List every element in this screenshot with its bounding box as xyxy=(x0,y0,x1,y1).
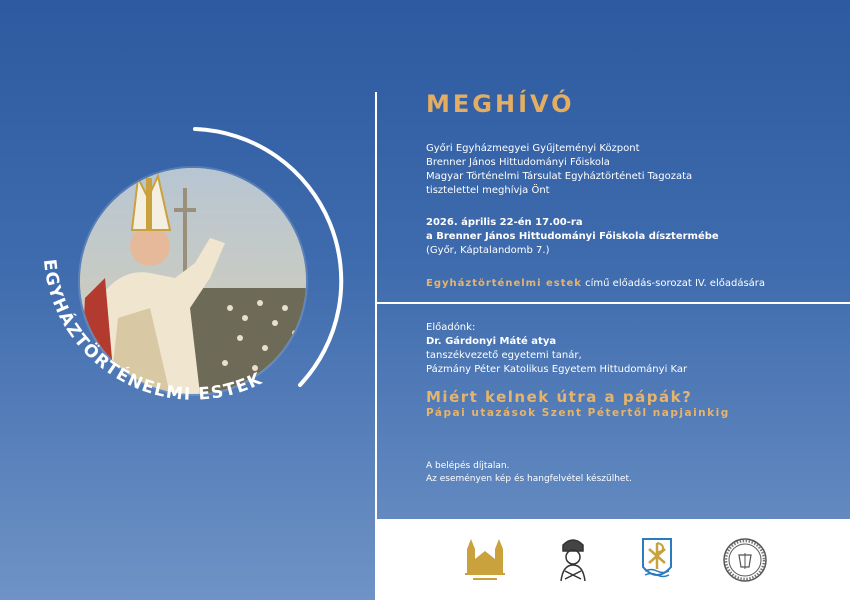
organizer-line: tisztelettel meghívja Önt xyxy=(426,185,550,196)
organizers xyxy=(426,142,692,198)
lecture-title: Miért kelnek útra a pápák? xyxy=(426,388,693,406)
speaker-role: tanszékvezető egyetemi tanár, xyxy=(426,350,582,361)
organizer-line: Brenner János Hittudományi Főiskola xyxy=(426,157,610,168)
ring-arc xyxy=(195,129,341,385)
series-text: című előadás-sorozat IV. előadására xyxy=(581,278,766,289)
speaker-name: Dr. Gárdonyi Máté atya xyxy=(426,336,557,347)
note-line: Az eseményen kép és hangfelvétel készülhet. xyxy=(426,474,632,484)
seal-logo xyxy=(721,535,769,585)
series-name: Egyháztörténelmi estek xyxy=(426,278,582,289)
page-title: MEGHÍVÓ xyxy=(426,90,575,118)
speaker-label: Előadónk: xyxy=(426,322,476,333)
notes xyxy=(426,460,632,486)
event-address: (Győr, Káptalandomb 7.) xyxy=(426,245,550,256)
organizer-line: Magyar Történelmi Társulat Egyháztörténeti Tagozata xyxy=(426,171,693,182)
series-line xyxy=(426,277,765,291)
circle-label: EGYHÁZTÖRTÉNELMI ESTEK xyxy=(38,258,267,405)
event-details xyxy=(426,216,719,258)
saint-portrait-logo xyxy=(549,535,597,585)
footer-logos xyxy=(377,519,850,600)
lecture-subtitle: Pápai utazások Szent Pétertől napjainkig xyxy=(426,407,730,419)
speaker-institution: Pázmány Péter Katolikus Egyetem Hittudományi Kar xyxy=(426,364,688,375)
note-line: A belépés díjtalan. xyxy=(426,461,510,471)
cathedral-logo xyxy=(461,535,509,585)
horizontal-divider xyxy=(375,302,850,304)
circle-ring xyxy=(0,0,375,600)
speaker-block xyxy=(426,321,687,377)
event-date: 2026. április 22-én 17.00-ra xyxy=(426,217,583,228)
event-venue: a Brenner János Hittudományi Főiskola dísztermébe xyxy=(426,231,719,242)
organizer-line: Győri Egyházmegyei Gyűjteményi Központ xyxy=(426,143,640,154)
chi-rho-logo xyxy=(633,535,681,585)
